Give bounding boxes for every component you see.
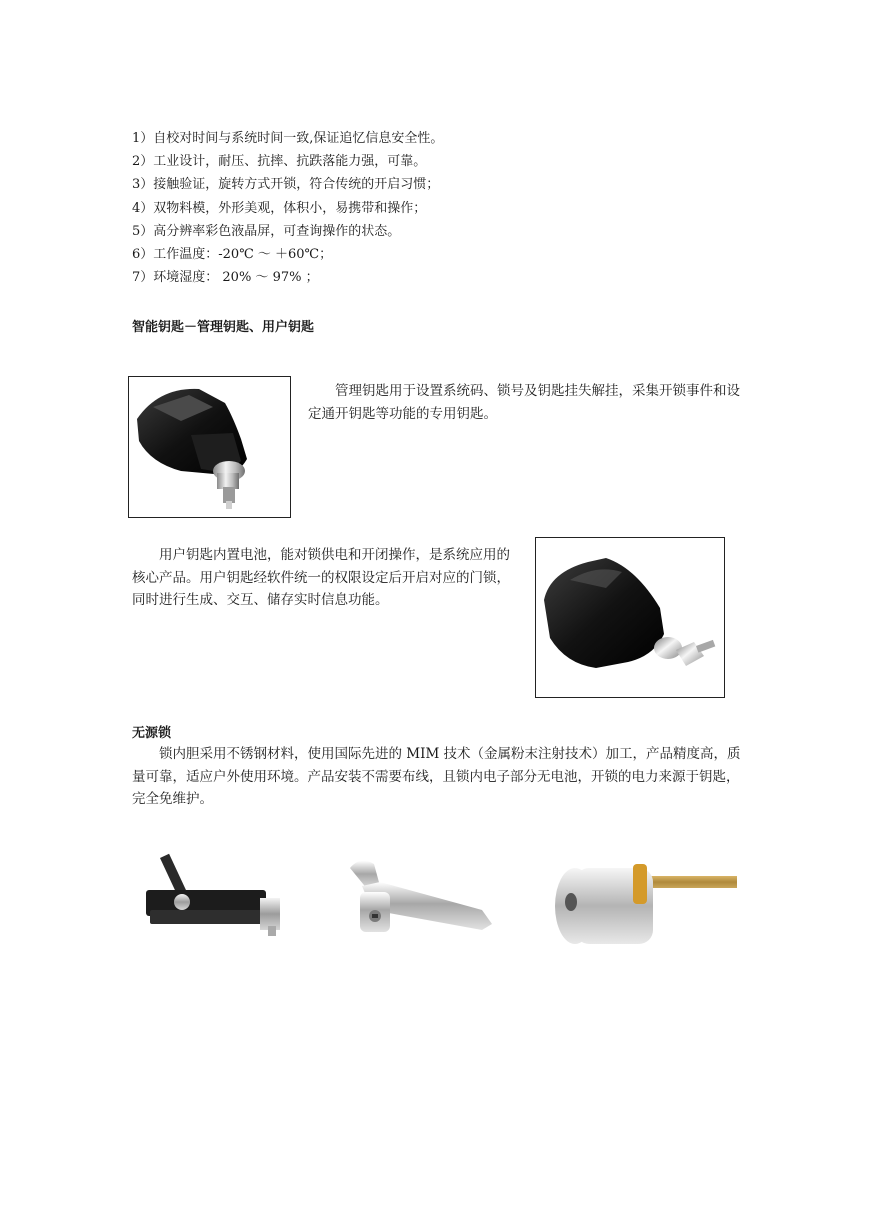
swing-handle-lock-photo [132,850,292,950]
user-key-photo [535,537,725,698]
passive-lock-heading: 无源锁 [132,726,172,741]
list-item: 1）自校对时间与系统时间一致,保证追忆信息安全性。 [132,131,444,146]
list-item: 7）环境湿度： 20% ～ 97% ； [132,270,319,286]
admin-key-description: 管理钥匙用于设置系统码、锁号及钥匙挂失解挂，采集开锁事件和设定通开钥匙等功能的专用钥匙。 [308,383,740,422]
list-item: 3）接触验证，旋转方式开锁，符合传统的开启习惯； [132,177,440,193]
admin-key-photo [128,376,291,518]
feature-list [132,127,772,289]
user-key-description: 用户钥匙内置电池，能对锁供电和开闭操作，是系统应用的核心产品。用户钥匙经软件统一的权限设定后开启对应的门锁，同时进行生成、交互、储存实时信息功能。 [132,547,510,608]
lever-handle-lock-photo [332,850,502,950]
list-item: 2）工业设计，耐压、抗摔、抗跌落能力强，可靠。 [132,154,427,170]
list-item: 6）工作温度：-20℃ ～ ＋60℃； [132,247,333,263]
passive-lock-description: 锁内胆采用不锈钢材料，使用国际先进的 MIM 技术（金属粉末注射技术）加工，产品精度高，质量可靠，适应户外使用环境。产品安装不需要布线，且锁内电子部分无电池，开锁的电力来源于钥匙，完全免维护。 [132,746,741,807]
list-item: 5）高分辨率彩色液晶屏，可查询操作的状态。 [132,223,401,239]
smart-key-heading: 智能钥匙－管理钥匙、用户钥匙 [132,320,315,335]
cylinder-lock-photo [545,850,745,950]
list-item: 4）双物料模，外形美观，体积小，易携带和操作； [132,200,427,216]
